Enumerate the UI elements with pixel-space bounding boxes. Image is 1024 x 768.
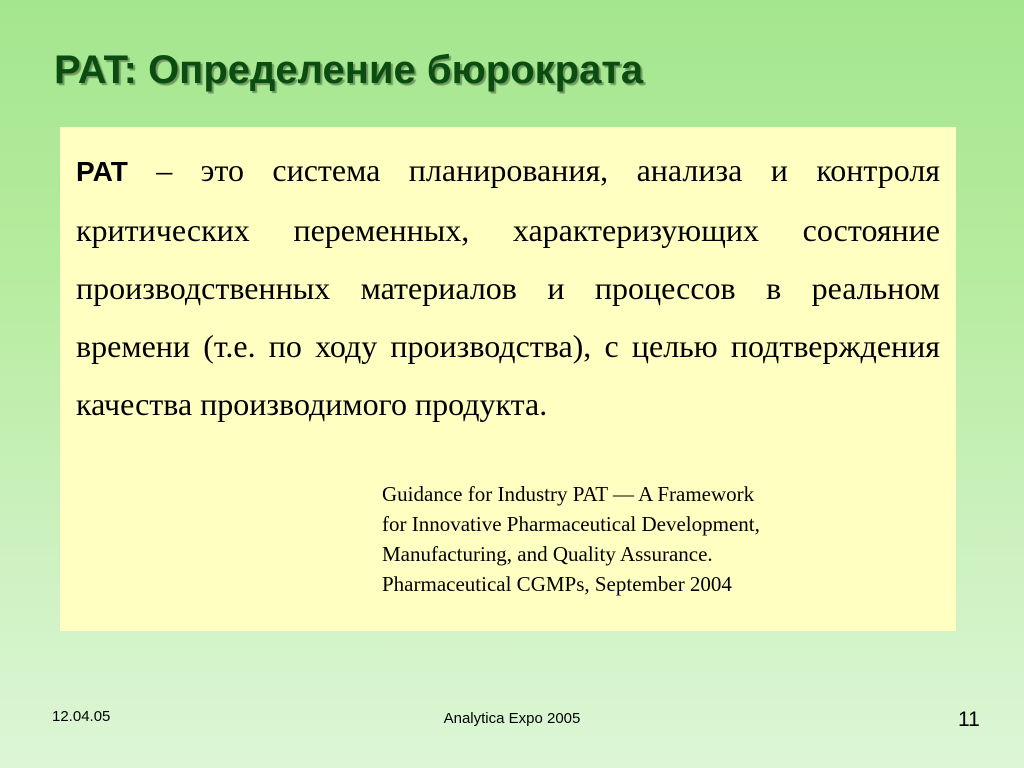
page-number: 11 (958, 708, 980, 731)
definition-text (76, 141, 940, 433)
slide-title: PAT: Определение бюрократа (54, 48, 644, 92)
footer-date: 12.04.05 (52, 708, 111, 725)
definition-term: PAT (76, 156, 128, 187)
definition-box (60, 127, 956, 631)
source-line: for Innovative Pharmaceutical Development, (382, 512, 760, 536)
definition-body: – это система планирования, анализа и контроля критических переменных, характеризующих состояние производственных материалов и процессов в реальном времени (т.е. по ходу производства), с целью подтверждения качества производимого продукта. (76, 152, 940, 422)
source-citation (382, 479, 922, 599)
footer-event: Analytica Expo 2005 (443, 710, 581, 727)
source-line: Manufacturing, and Quality Assurance. (382, 542, 713, 566)
source-line: Guidance for Industry PAT — A Framework (382, 482, 755, 506)
source-line: Pharmaceutical CGMPs, September 2004 (382, 572, 732, 596)
